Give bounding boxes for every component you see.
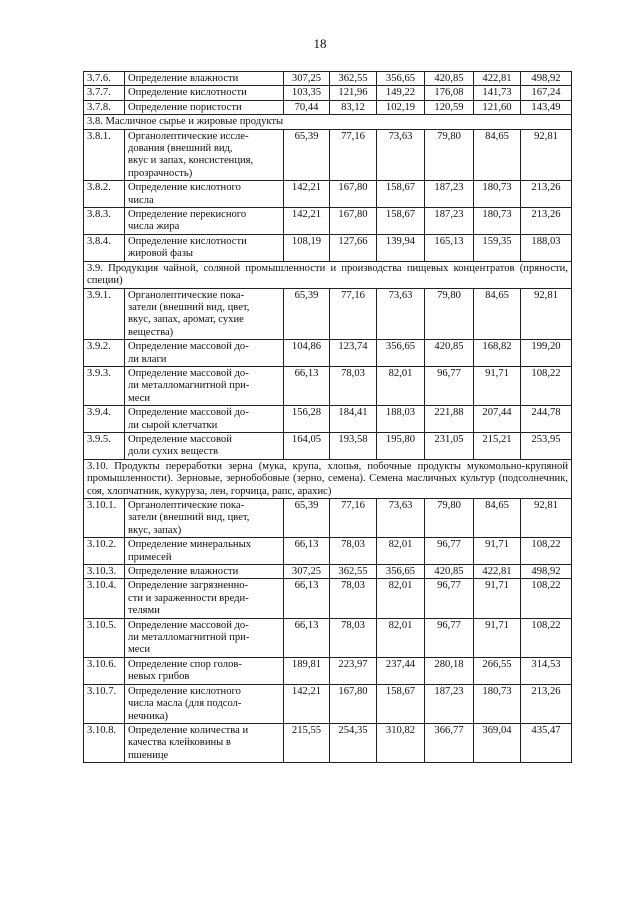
- price-value: 83,12: [330, 100, 377, 114]
- price-value: 356,65: [377, 565, 425, 579]
- item-code: 3.10.3.: [84, 565, 125, 579]
- price-value: 96,77: [425, 618, 474, 657]
- table-row: [84, 72, 572, 86]
- price-value: 123,74: [330, 340, 377, 367]
- price-value: 77,16: [330, 499, 377, 538]
- item-code: 3.9.5.: [84, 432, 125, 459]
- item-name: Определение кислотного числа масла (для подсол- нечника): [125, 684, 284, 723]
- table-row: [84, 234, 572, 261]
- price-value: 73,63: [377, 129, 425, 181]
- price-value: 96,77: [425, 579, 474, 618]
- item-code: 3.10.7.: [84, 684, 125, 723]
- item-code: 3.7.8.: [84, 100, 125, 114]
- price-value: 167,80: [330, 208, 377, 235]
- price-value: 91,71: [474, 538, 521, 565]
- section-heading-row: [84, 115, 572, 129]
- price-value: 187,23: [425, 181, 474, 208]
- price-value: 215,21: [474, 432, 521, 459]
- price-value: 142,21: [284, 684, 330, 723]
- price-value: 84,65: [474, 288, 521, 340]
- price-value: 307,25: [284, 565, 330, 579]
- item-code: 3.9.4.: [84, 406, 125, 433]
- item-name: Определение массовой до- ли металломагнитной при- меси: [125, 618, 284, 657]
- price-value: 164,05: [284, 432, 330, 459]
- price-value: 66,13: [284, 366, 330, 405]
- table-row: [84, 538, 572, 565]
- price-value: 180,73: [474, 208, 521, 235]
- price-value: 244,78: [521, 406, 572, 433]
- price-value: 156,28: [284, 406, 330, 433]
- price-value: 142,21: [284, 208, 330, 235]
- price-value: 66,13: [284, 618, 330, 657]
- price-value: 82,01: [377, 579, 425, 618]
- price-value: 280,18: [425, 657, 474, 684]
- price-value: 108,19: [284, 234, 330, 261]
- price-value: 167,80: [330, 684, 377, 723]
- price-value: 120,59: [425, 100, 474, 114]
- price-value: 142,21: [284, 181, 330, 208]
- price-value: 187,23: [425, 684, 474, 723]
- item-code: 3.8.2.: [84, 181, 125, 208]
- price-value: 180,73: [474, 684, 521, 723]
- price-value: 176,08: [425, 86, 474, 100]
- item-name: Органолептические пока- затели (внешний вид, цвет, вкус, запах, аромат, сухие вещества): [125, 288, 284, 340]
- price-value: 79,80: [425, 499, 474, 538]
- price-value: 435,47: [521, 723, 572, 762]
- table-row: [84, 366, 572, 405]
- price-value: 165,13: [425, 234, 474, 261]
- price-table: [83, 71, 572, 763]
- price-value: 141,73: [474, 86, 521, 100]
- item-name: Определение кислотности жировой фазы: [125, 234, 284, 261]
- price-value: 73,63: [377, 499, 425, 538]
- price-value: 79,80: [425, 288, 474, 340]
- price-value: 180,73: [474, 181, 521, 208]
- price-value: 66,13: [284, 579, 330, 618]
- price-value: 266,55: [474, 657, 521, 684]
- section-heading-row: [84, 261, 572, 288]
- price-value: 158,67: [377, 684, 425, 723]
- item-name: Определение пористости: [125, 100, 284, 114]
- price-value: 127,66: [330, 234, 377, 261]
- price-value: 420,85: [425, 340, 474, 367]
- price-value: 213,26: [521, 181, 572, 208]
- table-row: [84, 340, 572, 367]
- price-value: 314,53: [521, 657, 572, 684]
- price-value: 223,97: [330, 657, 377, 684]
- table-row: [84, 129, 572, 181]
- price-value: 188,03: [521, 234, 572, 261]
- table-row: [84, 684, 572, 723]
- item-name: Органолептические иссле- дования (внешний вид, вкус и запах, консистенция, прозрачность): [125, 129, 284, 181]
- item-code: 3.8.3.: [84, 208, 125, 235]
- price-value: 91,71: [474, 366, 521, 405]
- price-value: 78,03: [330, 579, 377, 618]
- item-name: Определение загрязненно- сти и зараженности вреди- телями: [125, 579, 284, 618]
- price-value: 84,65: [474, 499, 521, 538]
- item-code: 3.8.1.: [84, 129, 125, 181]
- price-value: 121,96: [330, 86, 377, 100]
- price-value: 91,71: [474, 618, 521, 657]
- table-row: [84, 657, 572, 684]
- price-value: 158,67: [377, 181, 425, 208]
- price-value: 78,03: [330, 618, 377, 657]
- table-row: [84, 723, 572, 762]
- price-value: 139,94: [377, 234, 425, 261]
- price-value: 310,82: [377, 723, 425, 762]
- price-value: 121,60: [474, 100, 521, 114]
- item-name: Определение минеральных примесей: [125, 538, 284, 565]
- item-code: 3.10.6.: [84, 657, 125, 684]
- price-value: 65,39: [284, 288, 330, 340]
- price-value: 77,16: [330, 288, 377, 340]
- item-code: 3.10.5.: [84, 618, 125, 657]
- price-value: 422,81: [474, 72, 521, 86]
- price-value: 73,63: [377, 288, 425, 340]
- price-value: 78,03: [330, 366, 377, 405]
- table-row: [84, 100, 572, 114]
- item-name: Определение массовой до- ли влаги: [125, 340, 284, 367]
- item-code: 3.9.2.: [84, 340, 125, 367]
- price-value: 356,65: [377, 340, 425, 367]
- item-name: Определение влажности: [125, 565, 284, 579]
- price-value: 184,41: [330, 406, 377, 433]
- price-value: 498,92: [521, 565, 572, 579]
- price-value: 78,03: [330, 538, 377, 565]
- price-value: 158,67: [377, 208, 425, 235]
- price-value: 84,65: [474, 129, 521, 181]
- price-value: 254,35: [330, 723, 377, 762]
- price-value: 237,44: [377, 657, 425, 684]
- price-value: 82,01: [377, 366, 425, 405]
- price-value: 65,39: [284, 499, 330, 538]
- price-value: 420,85: [425, 565, 474, 579]
- table-row: [84, 208, 572, 235]
- price-value: 213,26: [521, 208, 572, 235]
- price-value: 82,01: [377, 618, 425, 657]
- price-value: 66,13: [284, 538, 330, 565]
- price-value: 159,35: [474, 234, 521, 261]
- price-value: 167,24: [521, 86, 572, 100]
- price-value: 498,92: [521, 72, 572, 86]
- price-value: 82,01: [377, 538, 425, 565]
- price-value: 104,86: [284, 340, 330, 367]
- price-value: 366,77: [425, 723, 474, 762]
- price-value: 108,22: [521, 366, 572, 405]
- price-value: 77,16: [330, 129, 377, 181]
- price-value: 356,65: [377, 72, 425, 86]
- price-value: 193,58: [330, 432, 377, 459]
- item-code: 3.10.2.: [84, 538, 125, 565]
- price-value: 65,39: [284, 129, 330, 181]
- price-value: 362,55: [330, 72, 377, 86]
- item-name: Определение массовой до- ли металломагнитной при- меси: [125, 366, 284, 405]
- price-value: 92,81: [521, 129, 572, 181]
- table-row: [84, 288, 572, 340]
- section-heading: 3.10. Продукты переработки зерна (мука, крупа, хлопья, побочные продукты мукомольно-крупяной промышленности). Зерновые, зернобобовые (зерно, семена). Семена масличных культур (подсолнечник, соя, хлопчатник, кукуруза, лен, горчица, рапс, арахис): [84, 459, 572, 498]
- price-value: 103,35: [284, 86, 330, 100]
- section-heading: 3.9. Продукция чайной, соляной промышленности и производства пищевых концентратов (пряности, специи): [84, 261, 572, 288]
- item-name: Органолептические пока- затели (внешний вид, цвет, вкус, запах): [125, 499, 284, 538]
- item-name: Определение влажности: [125, 72, 284, 86]
- item-name: Определение кислотного числа: [125, 181, 284, 208]
- price-value: 422,81: [474, 565, 521, 579]
- price-value: 207,44: [474, 406, 521, 433]
- price-value: 102,19: [377, 100, 425, 114]
- price-value: 362,55: [330, 565, 377, 579]
- price-value: 195,80: [377, 432, 425, 459]
- table-row: [84, 181, 572, 208]
- price-value: 79,80: [425, 129, 474, 181]
- table-row: [84, 432, 572, 459]
- price-value: 108,22: [521, 579, 572, 618]
- item-name: Определение перекисного числа жира: [125, 208, 284, 235]
- price-value: 189,81: [284, 657, 330, 684]
- price-value: 188,03: [377, 406, 425, 433]
- price-value: 91,71: [474, 579, 521, 618]
- item-name: Определение спор голов- невых грибов: [125, 657, 284, 684]
- table-body: [84, 72, 572, 763]
- section-heading-row: [84, 459, 572, 498]
- page-number: 18: [313, 36, 327, 51]
- price-value: 221,88: [425, 406, 474, 433]
- table-row: [84, 86, 572, 100]
- price-value: 253,95: [521, 432, 572, 459]
- price-value: 307,25: [284, 72, 330, 86]
- item-code: 3.7.7.: [84, 86, 125, 100]
- price-value: 420,85: [425, 72, 474, 86]
- price-value: 96,77: [425, 538, 474, 565]
- item-name: Определение массовой доли сухих веществ: [125, 432, 284, 459]
- price-value: 96,77: [425, 366, 474, 405]
- table-row: [84, 565, 572, 579]
- price-value: 92,81: [521, 499, 572, 538]
- item-code: 3.8.4.: [84, 234, 125, 261]
- item-code: 3.10.4.: [84, 579, 125, 618]
- price-value: 231,05: [425, 432, 474, 459]
- table-row: [84, 406, 572, 433]
- item-code: 3.10.8.: [84, 723, 125, 762]
- item-name: Определение массовой до- ли сырой клетчатки: [125, 406, 284, 433]
- item-code: 3.10.1.: [84, 499, 125, 538]
- price-value: 168,82: [474, 340, 521, 367]
- price-value: 215,55: [284, 723, 330, 762]
- price-value: 108,22: [521, 538, 572, 565]
- table-row: [84, 499, 572, 538]
- price-value: 213,26: [521, 684, 572, 723]
- item-name: Определение количества и качества клейковины в пшенице: [125, 723, 284, 762]
- item-code: 3.9.3.: [84, 366, 125, 405]
- item-code: 3.9.1.: [84, 288, 125, 340]
- price-value: 92,81: [521, 288, 572, 340]
- price-value: 143,49: [521, 100, 572, 114]
- item-code: 3.7.6.: [84, 72, 125, 86]
- price-value: 108,22: [521, 618, 572, 657]
- price-value: 369,04: [474, 723, 521, 762]
- price-value: 187,23: [425, 208, 474, 235]
- price-value: 167,80: [330, 181, 377, 208]
- price-value: 149,22: [377, 86, 425, 100]
- price-value: 199,20: [521, 340, 572, 367]
- table-row: [84, 618, 572, 657]
- section-heading: 3.8. Масличное сырье и жировые продукты: [84, 115, 572, 129]
- item-name: Определение кислотности: [125, 86, 284, 100]
- table-row: [84, 579, 572, 618]
- price-value: 70,44: [284, 100, 330, 114]
